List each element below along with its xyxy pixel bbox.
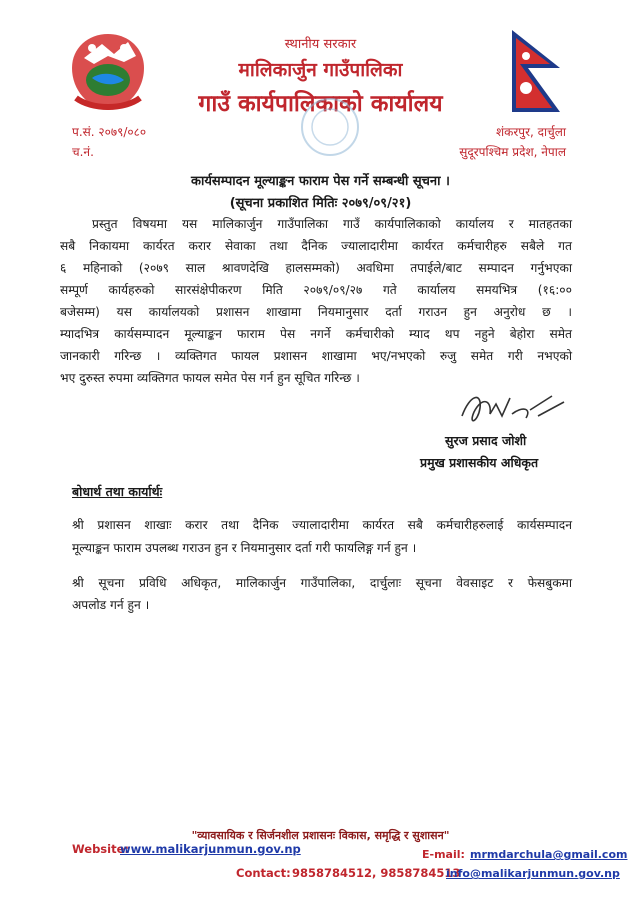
notice-body-line: बजेसम्म) यस कार्यालयको प्रशासन शाखामा नियमानुसार दर्ता गराउन हुन अनुरोध छ । xyxy=(60,305,572,319)
notice-title: कार्यसम्पादन मूल्याङ्कन फाराम पेस गर्ने सम्बन्धी सूचना । xyxy=(191,174,450,189)
reference-number: प.सं. २०७९/०८० xyxy=(72,125,147,139)
address-line-2: सुदूरपश्चिम प्रदेश, नेपाल xyxy=(459,145,566,159)
notice-body-line: म्यादभित्र कार्यसम्पादन मूल्याङ्कन फाराम पेस नगर्ने कर्मचारीको म्याद थप नहुने बेहोरा समेत xyxy=(60,327,572,341)
signer-title: प्रमुख प्रशासकीय अधिकृत xyxy=(420,455,539,470)
notice-body-line: सबै निकायमा कार्यरत करार सेवाका तथा दैनिक ज्यालादारीमा कार्यरत कर्मचारीहरु सबैले गत xyxy=(60,239,572,253)
contact-label: Contact: xyxy=(236,866,291,880)
info-item-1-line-1: श्री प्रशासन शाखाः करार तथा दैनिक ज्यालादारीमा कार्यरत सबै कर्मचारीहरुलाई कार्यसम्पादन xyxy=(72,518,572,532)
website-link[interactable]: www.malikarjunmun.gov.np xyxy=(120,842,301,856)
dispatch-number: च.नं. xyxy=(72,145,94,159)
info-email-link[interactable]: info@malikarjunmun.gov.np xyxy=(446,867,620,880)
info-action-heading: बोधार्थ तथा कार्यार्थः xyxy=(72,484,163,499)
info-item-2-line-2: अपलोड गर्न हुन । xyxy=(72,598,150,612)
email-link[interactable]: mrmdarchula@gmail.com xyxy=(470,848,628,861)
signer-name: सुरज प्रसाद जोशी xyxy=(445,433,527,448)
contact-numbers: 9858784512, 9858784513 xyxy=(292,866,461,880)
local-government-label: स्थानीय सरकार xyxy=(284,37,357,52)
info-item-2-line-1: श्री सूचना प्रविधि अधिकृत, मालिकार्जुन गाउँपालिका, दार्चुलाः सूचना वेवसाइट र फेसबुकमा xyxy=(72,576,572,590)
notice-body-line: ६ महिनाको (२०७९ साल श्रावणदेखि हालसम्मको) अवधिमा तपाईले/बाट सम्पादन गर्नुभएका xyxy=(60,261,572,275)
signature-icon xyxy=(452,386,572,436)
notice-body-line: जानकारी गरिन्छ । व्यक्तिगत फायल प्रशासन शाखामा भए/नभएको रुजु समेत गरी नभएको xyxy=(60,349,572,363)
footer-slogan: "व्यावसायिक र सिर्जनशील प्रशासनः विकास, समृद्धि र सुशासन" xyxy=(191,829,450,842)
notice-published-date: (सूचना प्रकाशित मितिः २०७९/०९/२१) xyxy=(229,196,412,211)
nepal-flag-icon xyxy=(508,28,564,114)
municipality-name: मालिकार्जुन गाउँपालिका xyxy=(238,59,403,81)
office-name: गाउँ कार्यपालिकाको कार्यालय xyxy=(198,91,443,117)
address-line-1: शंकरपुर, दार्चुला xyxy=(496,125,566,139)
notice-body-line: भए दुरुस्त रुपमा व्यक्तिगत फायल समेत पेस गर्न हुन सूचित गरिन्छ । xyxy=(60,371,360,385)
notice-body-line: प्रस्तुत विषयमा यस मालिकार्जुन गाउँपालिका गाउँ कार्यपालिकाको कार्यालय र मातहतका xyxy=(92,217,572,231)
info-item-1-line-2: मूल्याङ्कन फाराम उपलब्ध गराउन हुन र नियमानुसार दर्ता गरी फायलिङ्ग गर्न हुन । xyxy=(72,541,417,555)
notice-body-line: सम्पूर्ण कार्यहरुको सारसंक्षेपीकरण मिति २०७९/०९/२७ गते कार्यालय समयभित्र (१६:०० xyxy=(60,283,572,297)
email-label: E-mail: xyxy=(422,848,465,861)
website-label: Website: xyxy=(72,842,129,856)
